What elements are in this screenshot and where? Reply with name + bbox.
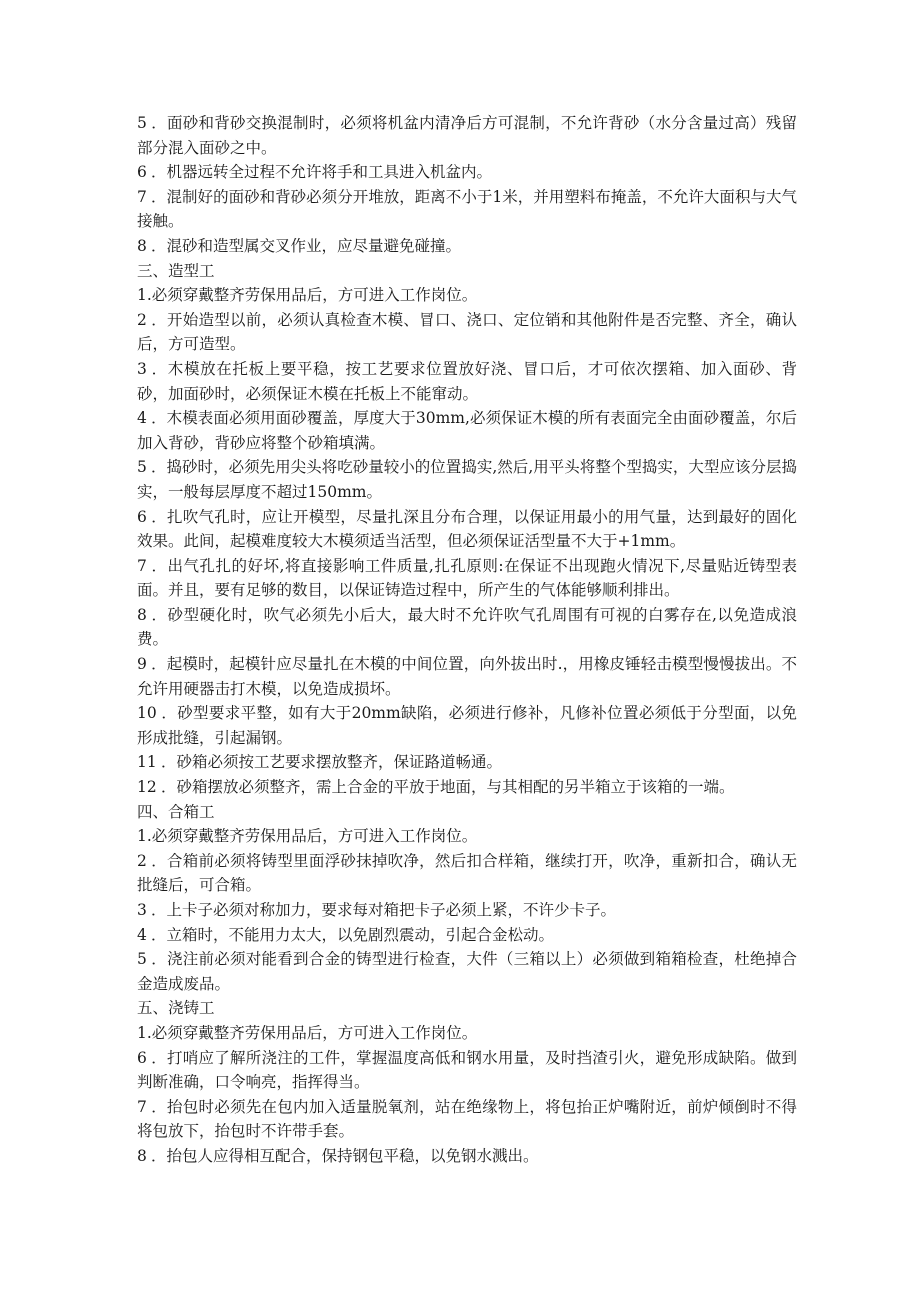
list-item	[137, 603, 797, 652]
list-item	[137, 185, 797, 234]
list-item	[137, 357, 797, 406]
section-title: 三、造型工	[137, 261, 215, 280]
item-text: ．砂型硬化时，吹气必须先小后大，最大时不允许吹气孔周围有可视的白雾存在,以免造成浪费。	[137, 605, 797, 649]
section-heading-closing	[137, 800, 797, 825]
list-item	[137, 652, 797, 701]
item-text: ．合箱前必须将铸型里面浮砂抹掉吹净，然后扣合样箱，继续打开，吹净，重新扣合，确认无批缝后，可合箱。	[137, 851, 797, 895]
item-text: ．抬包时必须先在包内加入适量脱氧剂，站在绝缘物上，将包抬正炉嘴附近，前炉倾倒时不得将包放下，抬包时不许带手套。	[137, 1097, 797, 1141]
list-item	[137, 1046, 797, 1095]
item-text: ．砂箱摆放必须整齐，需上合金的平放于地面，与其相配的另半箱立于该箱的一端。	[161, 778, 735, 797]
item-number: 4	[137, 925, 147, 944]
item-number: 8	[137, 236, 147, 255]
item-number: 9	[137, 655, 147, 674]
list-item	[137, 111, 797, 160]
item-number: 5	[137, 114, 147, 132]
list-item	[137, 750, 797, 775]
item-text: ．砂型要求平整，如有大于20mm缺陷，必须进行修补，凡修补位置必须低于分型面，以免形成批缝，引起漏钢。	[137, 704, 797, 747]
list-item	[137, 923, 797, 948]
item-text: 1.必须穿戴整齐劳保用品后，方可进入工作岗位。	[137, 827, 478, 846]
item-number: 2	[137, 310, 147, 329]
section-title: 五、浇铸工	[137, 999, 215, 1018]
item-text: ．起模时，起模针应尽量扎在木模的中间位置，向外拔出时.，用橡皮锤轻击模型慢慢拔出。不允许用硬器击打木模，以免造成损坏。	[137, 655, 797, 698]
item-number: 6	[137, 1048, 147, 1067]
list-item	[137, 849, 797, 898]
item-text: 1.必须穿戴整齐劳保用品后，方可进入工作岗位。	[137, 286, 478, 305]
item-number: 2	[137, 851, 147, 870]
list-item	[137, 505, 797, 554]
item-number: 5	[137, 458, 147, 477]
item-text: ．扎吹气孔时，应让开模型，尽量扎深且分布合理，以保证用最小的用气量，达到最好的固化效果。此间，起模难度较大木模须适当活型，但必须保证活型量不大于+1mm。	[137, 507, 797, 551]
list-item	[137, 308, 797, 357]
item-text: ．出气孔扎的好坏,将直接影响工件质量,扎孔原则:在保证不出现跑火情况下,尽量贴近铸型表面。并且，要有足够的数目，以保证铸造过程中，所产生的气体能够顺利排出。	[137, 556, 797, 600]
item-text: 1.必须穿戴整齐劳保用品后，方可进入工作岗位。	[137, 1023, 478, 1042]
section-heading-moulding	[137, 259, 797, 284]
list-item	[137, 234, 797, 259]
item-text: ．混制好的面砂和背砂必须分开堆放，距离不小于1米，并用塑料布掩盖，不允许大面积与大气接触。	[137, 187, 797, 231]
item-number: 3	[137, 901, 147, 919]
item-number: 3	[137, 359, 147, 378]
item-text: ．面砂和背砂交换混制时，必须将机盆内清净后方可混制，不允许背砂（水分含量过高）残留部分混入面砂之中。	[137, 114, 797, 157]
list-item	[137, 898, 797, 923]
item-text: ．混砂和造型属交叉作业，应尽量避免碰撞。	[151, 236, 462, 255]
item-text: ．上卡子必须对称加力，要求每对箱把卡子必须上紧，不许少卡子。	[151, 901, 617, 919]
list-item	[137, 160, 797, 185]
list-item	[137, 824, 797, 849]
item-text: ．打哨应了解所浇注的工件，掌握温度高低和钢水用量，及时挡渣引火，避免形成缺陷。做到判断准确，口令响亮，指挥得当。	[137, 1048, 797, 1092]
list-item	[137, 455, 797, 504]
section-title: 四、合箱工	[137, 802, 215, 821]
item-text: ．捣砂时，必须先用尖头将吃砂量较小的位置捣实,然后,用平头将整个型捣实，大型应该分层捣实，一般每层厚度不超过150mm。	[137, 458, 797, 501]
item-number: 7	[137, 187, 147, 206]
item-text: ．开始造型以前，必须认真检查木模、冒口、浇口、定位销和其他附件是否完整、齐全，确认后，方可造型。	[137, 310, 797, 354]
item-number: 7	[137, 556, 147, 575]
item-text: ．砂箱必须按工艺要求摆放整齐，保证路道畅通。	[161, 753, 503, 772]
item-text: ．立箱时，不能用力太大，以免剧烈震动，引起合金松动。	[151, 925, 555, 944]
item-number: 6	[137, 163, 147, 182]
list-item	[137, 947, 797, 996]
list-item	[137, 775, 797, 800]
list-item	[137, 406, 797, 455]
list-item	[137, 701, 797, 750]
item-number: 10	[137, 704, 157, 723]
item-text: ．机器远转全过程不允许将手和工具进入机盆内。	[151, 163, 493, 182]
list-item	[137, 1021, 797, 1046]
item-number: 6	[137, 507, 147, 526]
item-text: ．抬包人应得相互配合，保持钢包平稳，以免钢水溅出。	[151, 1146, 539, 1165]
item-number: 11	[137, 753, 157, 772]
list-item	[137, 1095, 797, 1144]
list-item	[137, 1144, 797, 1169]
item-number: 4	[137, 409, 147, 428]
item-number: 12	[137, 778, 157, 797]
item-number: 8	[137, 605, 147, 624]
section-heading-pouring	[137, 996, 797, 1021]
item-number: 5	[137, 950, 147, 969]
item-text: ．木模放在托板上要平稳，按工艺要求位置放好浇、冒口后，才可依次摆箱、加入面砂、背砂，加面砂时，必须保证木模在托板上不能窜动。	[137, 359, 797, 403]
list-item	[137, 554, 797, 603]
item-text: ．木模表面必须用面砂覆盖，厚度大于30mm,必须保证木模的所有表面完全由面砂覆盖，尔后加入背砂，背砂应将整个砂箱填满。	[137, 409, 797, 452]
item-number: 8	[137, 1146, 147, 1165]
item-number: 7	[137, 1097, 147, 1116]
list-item	[137, 283, 797, 308]
document-body	[137, 111, 797, 1169]
item-text: ．浇注前必须对能看到合金的铸型进行检查，大件（三箱以上）必须做到箱箱检查，杜绝掉合金造成废品。	[137, 950, 797, 993]
